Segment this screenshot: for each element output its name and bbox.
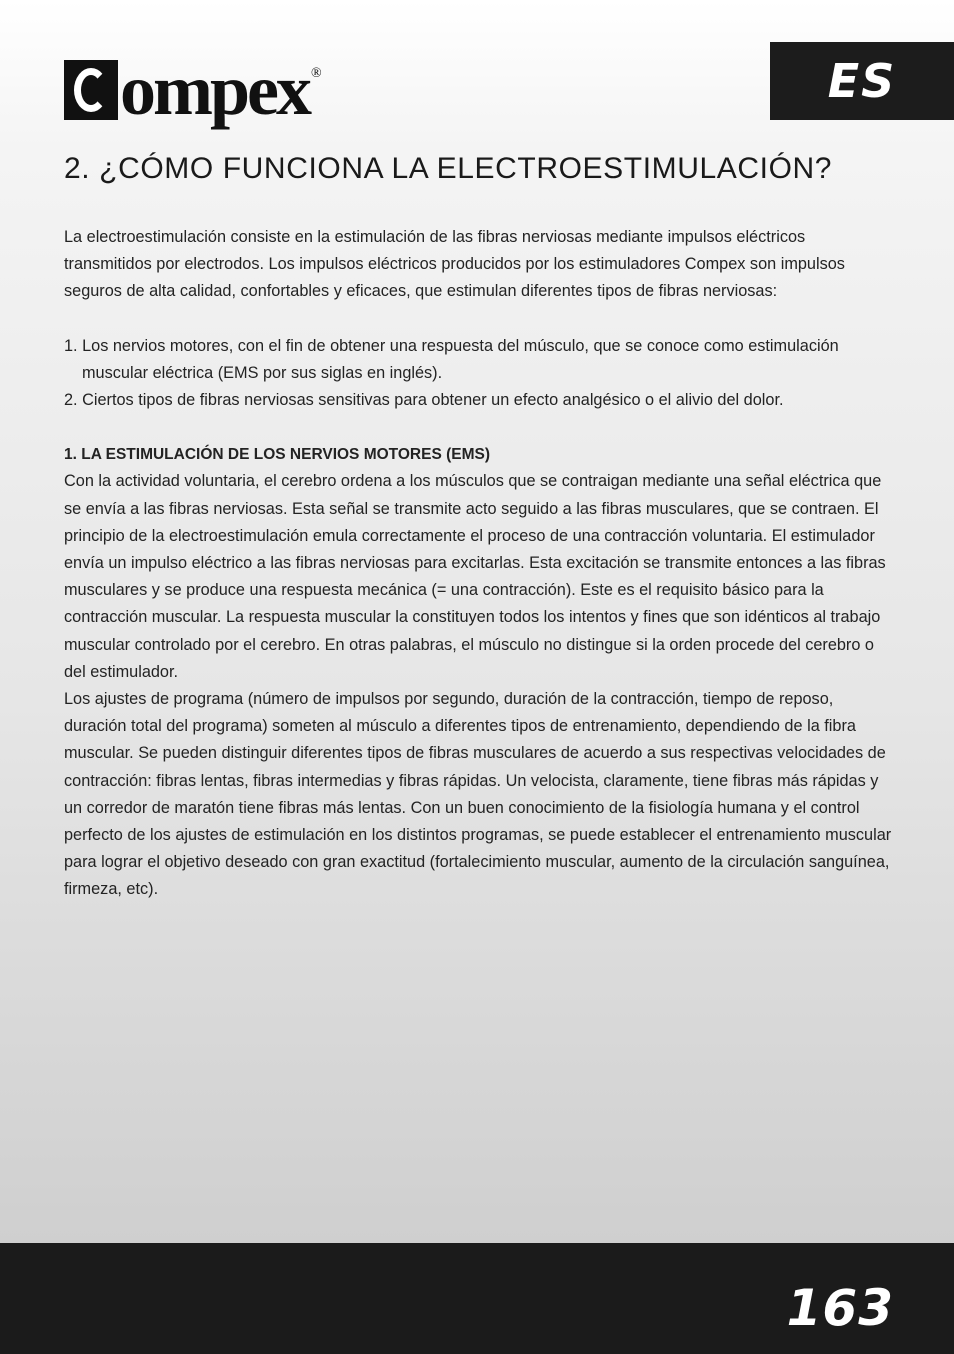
page-heading: 2. ¿CÓMO FUNCIONA LA ELECTROESTIMULACIÓN? xyxy=(64,152,833,185)
registered-mark: ® xyxy=(310,66,322,81)
section-paragraph-1: Con la actividad voluntaria, el cerebro ordena a los músculos que se contraigan mediante una señal eléctrica que se envía a las fibras nerviosas. Esta señal se transmite acto seguido a las fibras musculares, que se contraen. El principio de la electroestimulación emula correctamente el proceso de una contracción voluntaria. El estimulador envía un impulso eléctrico a las fibras nerviosas para excitarlas. Esta excitación se transmite entonces a las fibras musculares y se produce una respuesta mecánica (= una contracción). Este es el requisito básico para la contracción muscular. La respuesta muscular la constituyen todos los intentos y fines que son idénticos al trabajo muscular controlado por el cerebro. En otras palabras, el músculo no distingue si la orden procede del cerebro o del estimulador. xyxy=(64,472,886,681)
language-code: ES xyxy=(827,54,897,108)
logo-c-mark xyxy=(64,60,118,120)
section-paragraph-2: Los ajustes de programa (número de impulsos por segundo, duración de la contracción, tiempo de reposo, duración total del programa) someten al músculo a diferentes tipos de entrenamiento, dependiendo de la fibra muscular. Se pueden distinguir diferentes tipos de fibras musculares de acuerdo a sus respectivas velocidades de contracción: fibras lentas, fibras intermedias y fibras rápidas. Un velocista, claramente, tiene fibras más rápidas y un corredor de maratón tiene fibras más lentas. Con un buen conocimiento de la fisiología humana y el control perfecto de los ajustes de estimulación en los distintos programas, se puede establecer el entrenamiento muscular para lograr el objetivo deseado con gran exactitud (fortalecimiento muscular, aumento de la circulación sanguínea, firmeza, etc). xyxy=(64,690,892,899)
list-item: 1. Los nervios motores, con el fin de obtener una respuesta del músculo, que se conoce como estimulación muscular eléctrica (EMS por sus siglas en inglés). xyxy=(64,336,839,382)
language-tab xyxy=(770,42,954,120)
brand-logo xyxy=(64,40,322,130)
document-body xyxy=(64,224,894,904)
page-number: 163 xyxy=(786,1279,894,1337)
section-title: 1. LA ESTIMULACIÓN DE LOS NERVIOS MOTORES (EMS) xyxy=(64,446,491,464)
spacer xyxy=(64,414,894,441)
logo-wordmark: ompex xyxy=(120,50,309,130)
intro-paragraph: La electroestimulación consiste en la estimulación de las fibras nerviosas mediante impulsos eléctricos transmitidos por electrodos. Los impulsos eléctricos producidos por los estimuladores Compex son impulsos seguros de alta calidad, confortables y eficaces, que estimulan diferentes tipos de fibras nerviosas: xyxy=(64,228,845,301)
list-item: 2. Ciertos tipos de fibras nerviosas sensitivas para obtener un efecto analgésico o el alivio del dolor. xyxy=(64,391,784,410)
spacer xyxy=(64,306,894,333)
